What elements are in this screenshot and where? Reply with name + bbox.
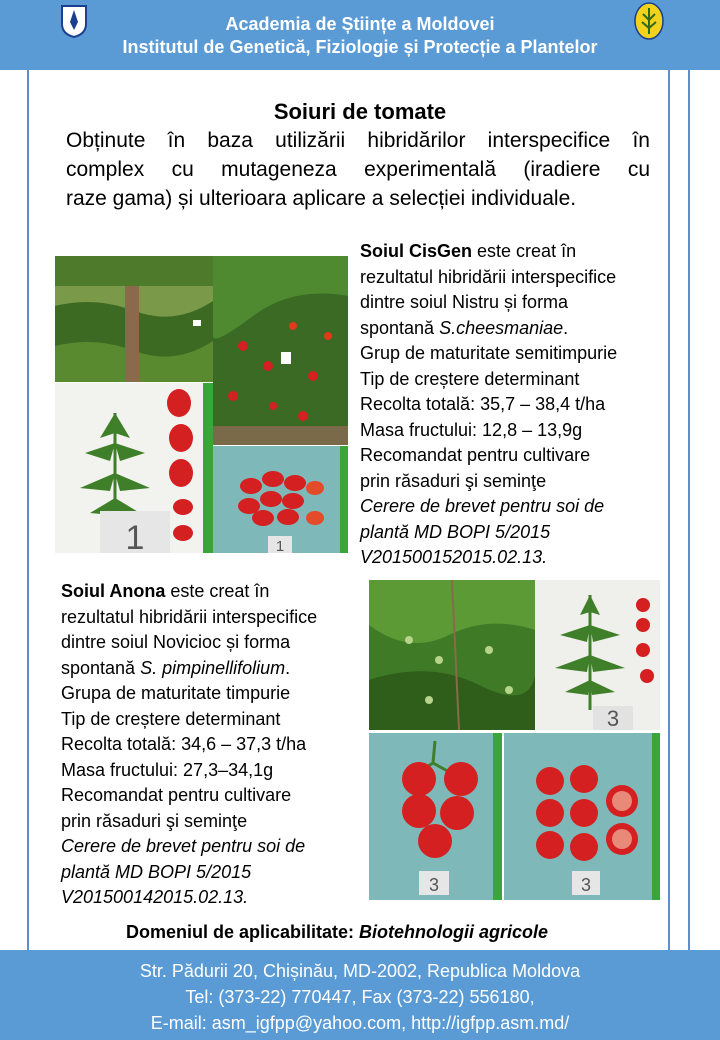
cisgen-text: . — [563, 317, 569, 338]
anona-recommendation-2: prin răsaduri şi seminţe — [61, 810, 248, 831]
header-institute: Institutul de Genetică, Fiziologie și Protecție a Plantelor — [122, 37, 598, 57]
anona-species: S. pimpinellifolium — [140, 657, 286, 678]
cisgen-recommendation: Recomandat pentru cultivare — [360, 445, 591, 465]
anona-line-2: rezultatul hibridării interspecifice — [61, 606, 318, 627]
domain-label: Domeniul de aplicabilitate: — [125, 922, 360, 942]
anona-leaf-fruit-photo — [535, 580, 660, 730]
anona-cluster-photo-number: 3 — [428, 875, 440, 895]
footer-phone: Tel: (373-22) 770447, Fax (373-22) 556180, — [185, 987, 535, 1007]
anona-cut-photo-number: 3 — [580, 875, 592, 895]
anona-patent-number: V201500142015.02.13. — [61, 887, 249, 907]
anona-recommendation: Recomandat pentru cultivare — [61, 785, 292, 805]
cisgen-leaf-fruit-photo — [55, 383, 213, 553]
intro-text — [66, 126, 650, 184]
footer-contact[interactable]: E-mail: asm_igfpp@yahoo.com, http://igfpp.asm.md/ — [150, 1013, 570, 1033]
anona-maturity: Grupa de maturitate timpurie — [61, 683, 291, 703]
cisgen-species: S.cheesmaniae — [439, 317, 564, 338]
anona-name: Soiul Anona — [61, 581, 166, 601]
cisgen-fruit-photo-number: 1 — [275, 538, 285, 553]
anona-fruit-cut-photo — [504, 733, 660, 900]
page-title: Soiuri de tomate — [273, 99, 447, 124]
header-academy: Academia de Științe a Moldovei — [225, 14, 495, 34]
anona-line-4 — [61, 656, 317, 682]
cisgen-line-4 — [360, 316, 617, 342]
cisgen-fruit-mass: Masa fructului: 12,8 – 13,9g — [360, 419, 583, 440]
cisgen-field-photo — [55, 256, 213, 382]
anona-fruit-cluster-photo — [369, 733, 502, 900]
intro-line: complex cu mutageneza experimentală (iradiere cu — [66, 158, 650, 181]
cisgen-patent-number: V201500152015.02.13. — [360, 547, 548, 567]
cisgen-line-3: dintre soiul Nistru și forma — [360, 292, 569, 312]
cisgen-name: Soiul CisGen — [360, 241, 473, 261]
anona-fruit-mass: Masa fructului: 27,3–34,1g — [61, 759, 274, 780]
intro-line: Obținute în baza utilizării hibridărilor interspecifice în — [66, 129, 650, 152]
cisgen-plant-photo — [213, 256, 348, 445]
right-border-line — [668, 70, 670, 950]
anona-line-1 — [61, 579, 317, 605]
anona-growth-type: Tip de creștere determinant — [61, 708, 281, 729]
header-bar — [0, 0, 720, 70]
cisgen-line-1 — [360, 239, 617, 265]
right-border-line-outer — [688, 70, 690, 950]
cisgen-photo-number: 1 — [125, 519, 145, 553]
anona-patent: Cerere de brevet pentru soi de — [61, 836, 306, 856]
anona-text: . — [285, 657, 291, 678]
cisgen-text: spontană — [360, 317, 440, 338]
anona-yield: Recolta totală: 34,6 – 37,3 t/ha — [61, 734, 307, 754]
cisgen-patent-2: plantă MD BOPI 5/2015 — [360, 521, 551, 542]
anona-patent-2: plantă MD BOPI 5/2015 — [61, 861, 252, 882]
cisgen-maturity: Grup de maturitate semitimpurie — [360, 343, 618, 363]
cisgen-description — [360, 239, 617, 571]
cisgen-growth-type: Tip de creștere determinant — [360, 368, 580, 389]
cisgen-patent: Cerere de brevet pentru soi de — [360, 496, 605, 516]
anona-text: spontană — [61, 657, 141, 678]
anona-photo-number: 3 — [606, 706, 620, 730]
anona-text: este creat în — [165, 581, 270, 601]
applicability-domain — [0, 922, 674, 943]
cisgen-line-2: rezultatul hibridării interspecifice — [360, 266, 617, 287]
anona-description — [61, 579, 317, 911]
cisgen-text: este creat în — [472, 241, 577, 261]
intro-line-last: raze gama) și ulterioara aplicare a selecției individuale. — [66, 187, 577, 210]
anona-plant-photo — [369, 580, 535, 730]
anona-line-3: dintre soiul Novicioc și forma — [61, 632, 291, 652]
left-border-line — [27, 70, 29, 950]
footer-address: Str. Pădurii 20, Chișinău, MD-2002, Republica Moldova — [139, 961, 581, 981]
domain-value: Biotehnologii agricole — [359, 922, 549, 942]
cisgen-fruit-photo — [213, 446, 348, 553]
cisgen-yield: Recolta totală: 35,7 – 38,4 t/ha — [360, 394, 606, 414]
cisgen-recommendation-2: prin răsaduri şi seminţe — [360, 470, 547, 491]
